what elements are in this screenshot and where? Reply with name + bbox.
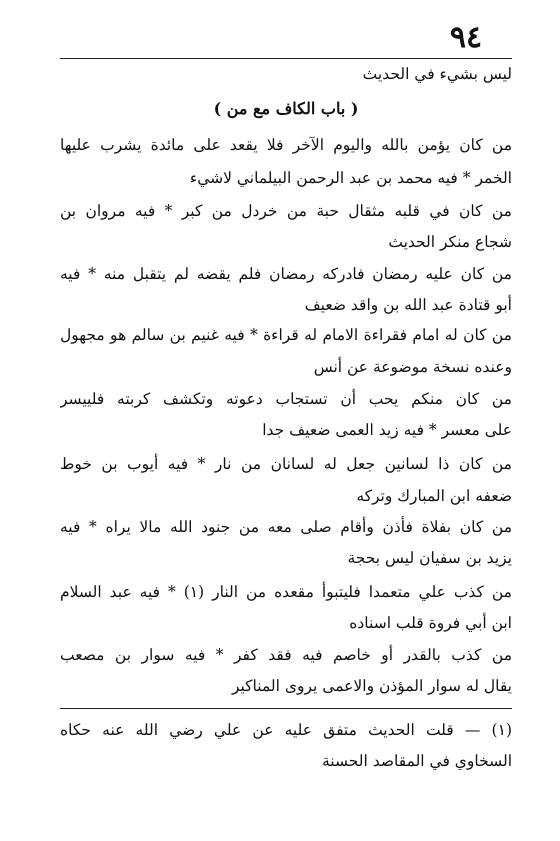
text-line: من كان يؤمن بالله واليوم الآخر فلا يقعد على مائدة يشرب عليها <box>60 136 512 154</box>
footnote-rule <box>60 708 512 709</box>
page-number: ٩٤ <box>449 20 483 55</box>
text-line: وعنده نسخة موضوعة عن أنس <box>313 358 512 376</box>
text-line: ابن أبي فروة قلب اسناده <box>349 614 512 632</box>
text-line: شجاع منكر الحديث <box>388 233 512 251</box>
header-rule <box>60 58 512 59</box>
text-line: الخمر * فيه محمد بن عبد الرحمن البيلماني لاشيء <box>189 169 512 187</box>
footnote-line: السخاوي في المقاصد الحسنة <box>321 752 512 770</box>
text-line: من كان في قلبه مثقال حبة من خردل من كبر * فيه مروان بن <box>60 202 512 220</box>
footnote-line: (١) — قلت الحديث متفق عليه عن علي رضي الله عنه حكاه <box>60 721 512 739</box>
text-line: من كان بفلاة فأذن وأقام صلى معه من جنود الله مالا يراه * فيه <box>60 518 512 536</box>
text-line: من كان ذا لسانين جعل له لسانان من نار * فيه أيوب بن خوط <box>60 455 512 473</box>
text-line: يقال له سوار المؤذن والاعمى يروى المناكير <box>231 677 512 695</box>
text-line: على معسر * فيه زيد العمى ضعيف جدا <box>262 421 512 439</box>
text-line: أبو قتادة عبد الله بن واقد ضعيف <box>304 296 512 314</box>
text-line: من كان منكم يحب أن تستجاب دعوته وتكشف كربته فلييسر <box>60 390 512 408</box>
text-line: يزيد بن سفيان ليس بحجة <box>347 549 512 567</box>
section-heading: ( باب الكاف مع من ) <box>213 99 359 118</box>
text-line: من كان عليه رمضان فادركه رمضان فلم يقضه لم يتقبل منه * فيه <box>60 265 512 283</box>
text-line: ضعفه ابن المبارك وتركه <box>356 487 512 505</box>
text-line: من كذب علي متعمدا فليتبوأ مقعده من النار (١) * فيه عبد السلام <box>60 583 512 601</box>
text-line: من كذب بالقدر أو خاصم فيه فقد كفر * فيه سوار بن مصعب <box>60 646 512 664</box>
text-line: ليس بشيء في الحديث <box>362 65 512 83</box>
text-line: من كان له امام فقراءة الامام له قراءة * فيه غنيم بن سالم هو مجهول <box>60 326 512 344</box>
